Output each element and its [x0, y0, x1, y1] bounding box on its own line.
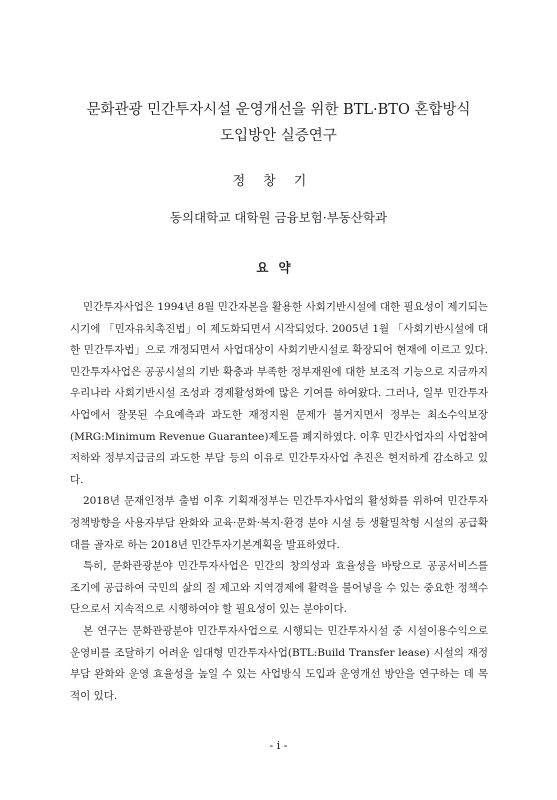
paper-title: [60, 97, 497, 149]
author-name: 정창기: [232, 174, 325, 189]
affiliation: 동의대학교 대학원 금융보험·부동산학과: [169, 210, 388, 225]
title-line-1: 문화관광 민간투자시설 운영개선을 위한 BTL·BTO 혼합방식: [86, 102, 471, 118]
title-line-2: 도입방안 실증연구: [220, 128, 337, 144]
abstract-paragraph-2: 2018년 문재인정부 출범 이후 기획재정부는 민간투자사업의 활성화를 위하여 민간투자 정책방향을 사용자부담 완화와 교육·문화·복지·환경 분야 시설 등 생활밀착형 시설의 공급확대를 골자로 하는 2018년 민간투자기본계획을 발표하였다.: [70, 495, 488, 551]
abstract-body: [70, 297, 488, 707]
page-number: - i -: [269, 739, 288, 752]
abstract-heading: 요약: [256, 260, 301, 275]
abstract-paragraph-3: 특히, 문화관광분야 민간투자사업은 민간의 창의성과 효율성을 바탕으로 공공서비스를 조기에 공급하여 국민의 삶의 질 제고와 지역경제에 활력을 불어넣을 수 있는 중요한 정책수단으로서 지속적으로 시행하여야 할 필요성이 있는 분야이다.: [70, 560, 488, 616]
abstract-paragraph-4: 본 연구는 문화관광분야 민간투자사업으로 시행되는 민간투자시설 중 시설이용수익으로 운영비를 조달하기 어려운 임대형 민간투자사업(BTL:Build Transfer lease) 시설의 재정부담 완화와 운영 효율성을 높일 수 있는 사업방식 도입과 운영개선 방안을 연구하는 데 목적이 있다.: [70, 624, 488, 702]
abstract-paragraph-1: 민간투자사업은 1994년 8월 민간자본을 활용한 사회기반시설에 대한 필요성이 제기되는 시기에 「민자유치촉진법」이 제도화되면서 시작되었다. 2005년 1월 「사회기반시설에 대한 민간투자법」으로 개정되면서 사업대상이 사회기반시설로 확장되어 현재에 이르고 있다. 민간투자사업은 공공시설의 기반 확충과 부족한 정부재원에 대한 보조적 기능으로 지금까지 우리나라 사회기반시설 조성과 경제활성화에 많은 기여를 하여왔다. 그러나, 일부 민간투자사업에서 잘못된 수요예측과 과도한 재정지원 문제가 불거지면서 정부는 최소수익보장(MRG:Minimum Revenue Guarantee)제도를 폐지하였다. 이후 민간사업자의 사업참여 저하와 정부지급금의 과도한 부담 등의 이유로 민간투자사업 추진은 현저하게 감소하고 있다.: [70, 301, 489, 486]
